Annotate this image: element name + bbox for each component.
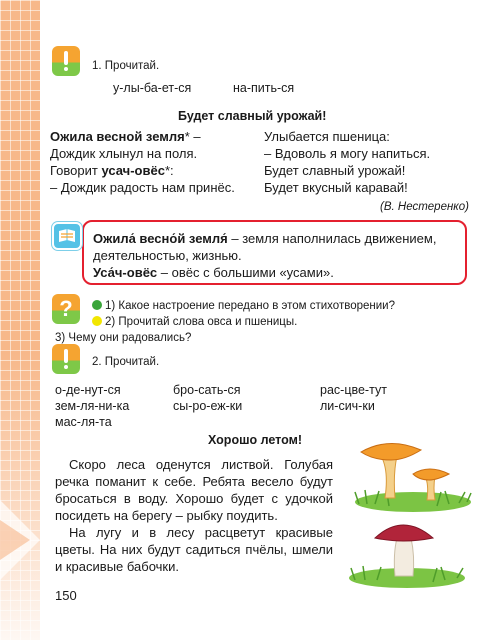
exercise-2-label: 2. Прочитай.	[92, 356, 160, 368]
book-icon	[52, 222, 82, 250]
word-1-3: рас-цве-тут	[320, 383, 387, 397]
story-paragraph-2: На лугу и в лесу расцветут красивые цветы. На них будут садиться пчёлы, шмели и красивые бабочки.	[55, 525, 333, 574]
definition-2-term: Уса́ч-овёс	[93, 265, 158, 280]
page-number: 150	[55, 588, 77, 603]
poem-left-line-2: Дождик хлынул на поля.	[50, 146, 198, 161]
poem-left-line-4: – Дождик радость нам принёс.	[50, 180, 235, 195]
poem-right-line-2: – Вдоволь я могу напиться.	[264, 146, 431, 161]
question-2	[92, 314, 297, 330]
poem-left-line-1-bold: Ожила весной земля	[50, 129, 185, 144]
poem-right-stanza	[264, 128, 430, 196]
word-2-1: зем-ля-ни-ка	[55, 399, 130, 413]
poem-right-line-1: Улыбается пшеница:	[264, 129, 390, 144]
question-2-text: 2) Прочитай слова овса и пшеницы.	[105, 316, 298, 328]
poem-left-line-1-rest: * –	[184, 129, 201, 144]
poem-right-line-3: Будет славный урожай!	[264, 163, 406, 178]
story-paragraph-1: Скоро леса оденутся листвой. Голубая речка поманит к себе. Ребята весело будут бросаться в воду. Хорошо будет с удочкой посидеть на берегу – рыбку поудить.	[55, 457, 333, 523]
question-icon: ?	[52, 294, 80, 324]
definition-2-text: – овёс с большими «усами».	[157, 265, 334, 280]
word-1-1: о-де-нут-ся	[55, 383, 121, 397]
word-1-2: бро-сать-ся	[173, 383, 241, 397]
definition-1-continuation: деятельностью, жизнью.	[93, 248, 242, 263]
definition-1-term: Ожила́ весно́й земля́	[93, 231, 228, 246]
syllable-word-1: у-лы-ба-ет-ся	[113, 81, 192, 95]
question-1	[92, 298, 395, 314]
exercise-1-label: 1. Прочитай.	[92, 60, 160, 72]
exclamation-icon-2	[52, 344, 80, 374]
word-3-1: мас-ля-та	[55, 415, 112, 429]
word-2-2: сы-ро-еж-ки	[173, 399, 243, 413]
mushroom-illustration	[345, 430, 485, 590]
yellow-dot-icon	[92, 316, 102, 326]
exclamation-icon	[52, 46, 80, 76]
definition-1-text: – земля наполнилась движением,	[227, 231, 437, 246]
side-decoration	[0, 480, 40, 640]
question-1-text: 1) Какое настроение передано в этом стихотворении?	[105, 300, 395, 312]
definition-text	[93, 230, 436, 281]
poem-title: Будет славный урожай!	[178, 109, 327, 123]
poem-left-line-3-rest: *:	[164, 163, 174, 178]
poem-right-line-4: Будет вкусный каравай!	[264, 180, 408, 195]
green-dot-icon	[92, 300, 102, 310]
poem-author: (В. Нестеренко)	[380, 201, 469, 213]
poem-left-line-3-bold: усач-овёс	[101, 163, 165, 178]
poem-left-stanza	[50, 128, 235, 196]
word-2-3: ли-сич-ки	[320, 399, 375, 413]
syllable-word-2: на-пить-ся	[233, 81, 295, 95]
question-3: 3) Чему они радовались?	[55, 332, 192, 344]
story-title: Хорошо летом!	[208, 433, 303, 447]
poem-left-line-3-pre: Говорит	[50, 163, 102, 178]
